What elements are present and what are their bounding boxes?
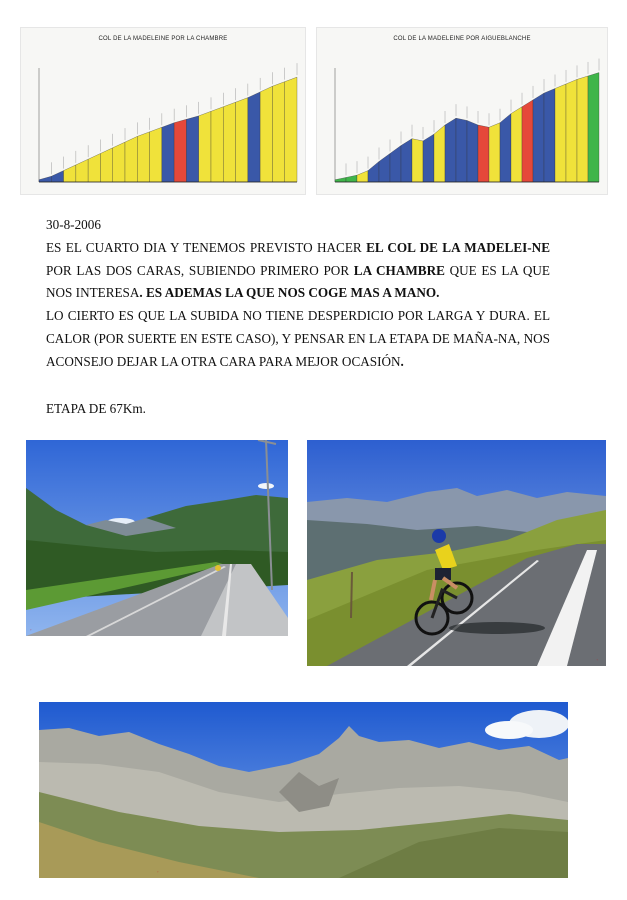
date-line: 30-8-2006 xyxy=(46,217,101,232)
profile-segment xyxy=(51,171,63,182)
profile-segment xyxy=(174,119,186,182)
profile-segment xyxy=(566,79,577,182)
profile-segment xyxy=(434,125,445,182)
text-run: POR LAS DOS CARAS, SUBIENDO PRIMERO POR xyxy=(46,262,354,278)
bold-run: . ES ADEMAS LA QUE NOS COGE MAS A MANO. xyxy=(139,285,440,301)
profile-segment xyxy=(544,89,555,182)
profile-segment xyxy=(445,118,456,182)
profile-chart-aigueblanche xyxy=(316,27,608,195)
text-run: ES EL CUARTO DIA Y TENEMOS PREVISTO HACER xyxy=(46,239,367,255)
profile-segment xyxy=(199,111,211,182)
profile-segment xyxy=(125,136,137,182)
profile-graphic xyxy=(21,28,305,194)
profile-chart-la-chambre xyxy=(20,27,306,195)
profile-segment xyxy=(423,134,434,182)
profile-segment xyxy=(236,98,248,182)
profile-segment xyxy=(248,92,260,182)
etapa-line: ETAPA DE 67Km. xyxy=(46,401,146,416)
profile-segment xyxy=(100,148,112,182)
profile-segment xyxy=(357,171,368,182)
profile-segment xyxy=(223,102,235,182)
profile-title: COL DE LA MADELEINE POR AIGUEBLANCHE xyxy=(393,36,531,42)
paragraph-2 xyxy=(46,305,550,373)
profile-segment xyxy=(467,120,478,182)
profile-segment xyxy=(456,118,467,182)
profile-segment xyxy=(500,114,511,182)
photo-valley-road: ◦ xyxy=(26,440,288,636)
bold-run: . xyxy=(400,353,404,369)
profile-segment xyxy=(186,116,198,182)
bold-run: LA CHAMBRE xyxy=(353,262,445,278)
profile-segment xyxy=(272,82,284,182)
profile-segment xyxy=(522,100,533,182)
profile-segment xyxy=(489,123,500,182)
photo-mountain-panorama: ◦ xyxy=(39,702,568,878)
profile-segment xyxy=(346,175,357,182)
profile-segment xyxy=(401,139,412,182)
profile-segment xyxy=(162,123,174,182)
profile-segment xyxy=(390,146,401,182)
profile-segment xyxy=(64,165,76,182)
profile-segment xyxy=(285,77,297,182)
paragraph-1 xyxy=(46,237,550,305)
text-run: QUE ES LA QUE NOS INTERESA xyxy=(46,262,550,301)
diary-text xyxy=(46,214,550,374)
profile-segment xyxy=(412,139,423,182)
profile-segment xyxy=(335,177,346,182)
profile-segment xyxy=(76,159,88,182)
profile-segment xyxy=(577,76,588,182)
profile-segment xyxy=(533,93,544,182)
profile-segment xyxy=(379,154,390,183)
profile-segment xyxy=(588,73,599,182)
profile-graphic xyxy=(317,28,607,194)
profile-segment xyxy=(368,161,379,182)
profile-segment xyxy=(211,107,223,182)
bold-run: EL COL DE LA MADELEI-NE xyxy=(366,239,550,255)
profile-segment xyxy=(511,107,522,182)
profile-segment xyxy=(555,84,566,182)
profile-segment xyxy=(137,132,149,182)
photo-cyclist-climb: ◦ xyxy=(307,440,606,666)
profile-title: COL DE LA MADELEINE POR LA CHAMBRE xyxy=(98,36,228,42)
text-run: LO CIERTO ES QUE LA SUBIDA NO TIENE DESPERDICIO POR LARGA Y DURA. EL CALOR (POR SUERTE EN ESTE CASO), Y PENSAR EN LA ETAPA DE MAÑA-NA, NOS ACONSEJO DEJAR LA OTRA CARA PARA MEJOR OCASIÓN xyxy=(46,308,550,369)
profile-segment xyxy=(88,154,100,183)
profile-segment xyxy=(150,127,162,182)
profile-segment xyxy=(113,142,125,182)
profile-segment xyxy=(478,125,489,182)
profile-segment xyxy=(260,86,272,182)
profile-segment xyxy=(39,176,51,182)
